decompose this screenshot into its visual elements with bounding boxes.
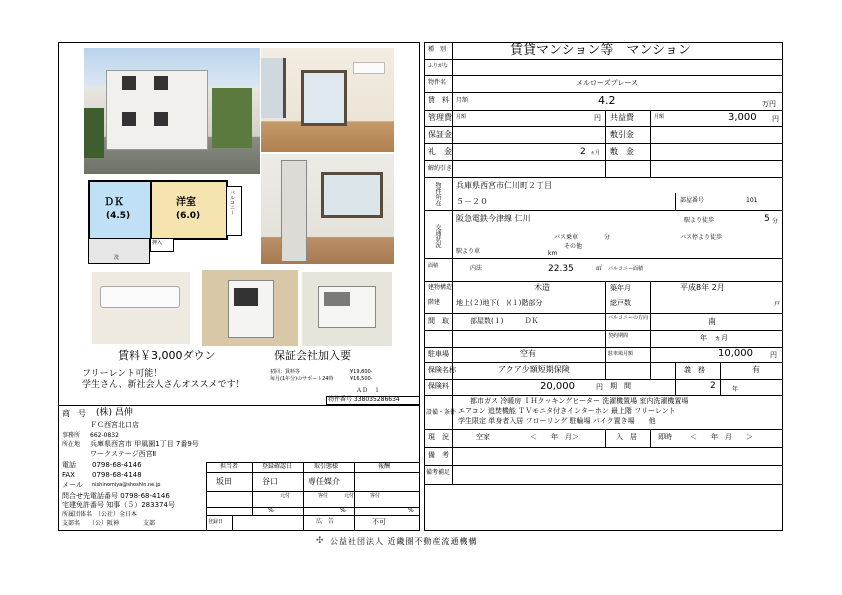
exterior-photo [84, 48, 260, 174]
rent-value: 4.2 [598, 94, 616, 107]
guarantee-small-1: 初回：賃料等 [270, 369, 301, 375]
built-value: 平成8年 2月 [680, 283, 725, 292]
address-line-1: 兵庫県西宮市仁川町２丁目 [456, 181, 552, 190]
fee-pct-3: % [408, 507, 414, 514]
company-association: 所属団体名 （公社）全日本 [62, 511, 138, 518]
insurance-fee: 20,000 [540, 381, 575, 392]
location-label: 物件所在 [434, 182, 441, 206]
km-unit: km [548, 250, 558, 257]
company-fax-label: FAX [62, 471, 75, 479]
common-value: 3,000 [728, 112, 757, 123]
other-label: その他 [564, 243, 583, 250]
area-label: 面積 [428, 263, 439, 269]
staff-date-label: 登録日 [208, 519, 224, 525]
insurance-label: 保険名称 [428, 366, 456, 374]
facilities-line-3: 学生限定 単身者入居 フローリング 駐輪場 バイク置き場 他 [458, 417, 656, 425]
company-office-label: 事務所 [62, 432, 81, 439]
room-no-label: 部屋番号 [680, 197, 705, 204]
station: 阪急電鉄今津線 仁川 [456, 214, 531, 223]
company-postal: 662-0832 [90, 432, 119, 439]
obligation-value: 有 [752, 365, 760, 374]
common-unit: 円 [772, 115, 779, 123]
category-label: 種 別 [428, 46, 447, 53]
rent-label: 賃 料 [428, 96, 449, 104]
direction-value: 南 [708, 317, 716, 326]
kana-label: ふりがな [428, 63, 449, 69]
structure-value: 木造 [534, 283, 550, 292]
plan-yoshitsu-label: 洋室 [176, 197, 196, 208]
plan-balcony-label: バルコニー [229, 190, 235, 215]
parking-label: 駐車場 [428, 350, 449, 358]
period-unit: 年 [732, 386, 739, 393]
walk-label: 駅より徒歩 [684, 217, 715, 224]
balcony-area-label: バルコニー面積 [608, 266, 644, 272]
ad-label: ＡＤ １ [356, 387, 381, 394]
fee-kyakuzuke-1: 客付 [318, 493, 329, 499]
plan-closet-label: 押入 [152, 240, 163, 246]
common-sub: 月額 [654, 114, 665, 120]
walk-value: 5 [764, 214, 770, 224]
deposit-label: 保証金 [428, 130, 452, 139]
contract-label: 契約期間 [608, 333, 629, 339]
company-tel-label: 電話 [62, 461, 76, 469]
room-photo-2 [261, 154, 394, 264]
room-no: 101 [746, 197, 758, 204]
guarantee-small-2: 毎月(1年分)のサポート24時 [270, 376, 334, 382]
parking-unit: 円 [770, 351, 777, 359]
facilities-line-1: 都市ガス 冷暖房 ＩＨクッキングヒーター 洗濯機置場 室内洗濯機置場 [470, 397, 689, 405]
room-photo-1 [261, 48, 394, 152]
insurance-fee-unit: 円 [596, 383, 603, 391]
facilities-line-2: エアコン 追焚機能 ＴＶモニタ付きインターホン 最上階 フリーレント [458, 407, 676, 415]
mgmt-label: 管理費 [428, 113, 452, 122]
fee-kyakuzuke-2: 客付 [370, 493, 381, 499]
company-branch: ＦＣ西宮北口店 [90, 421, 139, 429]
parking-value: 空有 [520, 349, 536, 358]
area-unit: ㎡ [596, 265, 603, 272]
plan-dk-label: ＤＫ [104, 197, 124, 208]
staff-person: 坂田 [216, 477, 232, 486]
staff-header-type: 取引態様 [314, 463, 339, 470]
caption-rent-down: 賃料￥3,000ダウン [118, 349, 216, 362]
from-station-car-label: 駅より車 [456, 248, 481, 255]
bus-min-unit: 分 [604, 234, 611, 241]
obligation-label: 義 務 [684, 366, 705, 374]
status-label: 現 況 [428, 433, 449, 441]
company-inquiry-tel: 問合せ先電話番号 0798-68-4146 [62, 492, 170, 500]
staff-confirm: 谷口 [262, 477, 278, 486]
mgmt-unit: 円 [594, 114, 601, 122]
company-shogo-label: 商 号 [62, 409, 86, 418]
footer-logo-icon: ✣ [316, 536, 324, 546]
staff-deal-type: 専任媒介 [308, 477, 340, 486]
status-value: 空家 [476, 433, 490, 441]
fee-pct-1: % [268, 507, 274, 514]
staff-ad-value: 不可 [372, 518, 386, 526]
insurance-fee-label: 保険料 [428, 382, 449, 390]
insurance-value: アクア少額短期保険 [498, 365, 570, 374]
built-label: 築年月 [610, 284, 631, 292]
units-label: 総戸数 [610, 299, 631, 307]
parking-fee: 10,000 [718, 348, 753, 359]
bus-stop-walk-label: バス停より徒歩 [680, 234, 723, 241]
reikin-label: 礼 金 [428, 147, 452, 156]
control-panel-photo [302, 272, 392, 346]
aircon-photo [92, 272, 190, 344]
rent-unit-label: 月額 [456, 97, 469, 104]
walk-unit: 分 [772, 218, 779, 225]
plan-washer-label: 洗 [114, 255, 120, 261]
rent-unit: 万円 [762, 100, 776, 108]
bus-ride-label: バス乗車 [554, 234, 579, 241]
direction-label: バルコニーの方向 [608, 315, 649, 321]
plan-dk-size: (4.5) [106, 211, 131, 221]
floor-plan [84, 176, 260, 266]
category-value: 賃貸マンション等 マンション [510, 43, 691, 58]
property-number: 物件番号 338035286634 [328, 396, 400, 403]
name-label: 物件名 [428, 79, 447, 86]
parking-fee-label: 駐車場月額 [608, 351, 634, 357]
mgmt-sub: 月額 [456, 114, 467, 120]
company-branch-name: 支部名 （公）阪神 支部 [62, 520, 156, 527]
remarks-supplement-label: 備考補足 [426, 469, 451, 476]
staff-header-fee: 報酬 [378, 463, 391, 470]
floors-value: 地上(２)地下( )(１)階部分 [456, 299, 543, 307]
facilities-label: 設備・条件 [426, 409, 457, 416]
company-mail-label: メール [62, 481, 83, 489]
floors-label: 階建 [428, 299, 441, 306]
company-address-2: ワークステージ西宮Ⅱ [90, 450, 157, 458]
company-mail: nishinomiya@shoshin.ne.jp [92, 482, 161, 488]
kaiyaku-label: 解約引き [428, 165, 453, 172]
period-value: 2 [710, 381, 716, 391]
plan-yoshitsu-size: (6.0) [176, 211, 201, 221]
company-fax: 0798-68-4148 [92, 471, 142, 479]
shiki-label: 敷引金 [610, 130, 634, 139]
company-address-label: 所在地 [62, 441, 81, 448]
common-label: 共益費 [610, 113, 634, 122]
intercom-photo [202, 270, 298, 346]
area-value: 22.35 [548, 264, 574, 274]
move-in-date: ＜ 年 月 ＞ [690, 433, 753, 441]
fee-motozuke-1: 元付 [280, 493, 291, 499]
area-sub: 内法 [470, 265, 483, 272]
staff-header-date: 登録確認日 [262, 463, 293, 470]
fee-pct-2: % [340, 507, 346, 514]
reikin-value: 2 [580, 147, 586, 157]
caption-guarantee: 保証会社加入要 [274, 349, 351, 362]
staff-header-person: 担当者 [220, 463, 239, 470]
transport-label: 交通状況 [434, 224, 441, 248]
move-in-label: 入 居 [616, 433, 637, 441]
staff-ad-label: 広 告 [316, 518, 335, 525]
shikikin-label: 敷 金 [610, 147, 634, 156]
units-unit: 戸 [774, 301, 781, 308]
contract-value: 年 ヵ月 [700, 334, 728, 342]
building-name: メルローズプレース [576, 79, 639, 87]
company-license-no: 宅建免許番号 知事（５）283374号 [62, 501, 175, 509]
structure-label: 建物構造 [428, 284, 453, 291]
free-rent-line2: 学生さん、新社会人さんオススメです！ [82, 380, 245, 390]
move-in-value: 即時 [658, 433, 672, 441]
reikin-unit: ヵ月 [590, 150, 601, 156]
status-date: ＜ 年 月＞ [530, 433, 579, 441]
guarantee-amount-2: ¥16,500- [350, 376, 373, 382]
guarantee-amount-1: ¥19,800- [350, 369, 373, 375]
period-label: 期 間 [610, 382, 631, 390]
fee-motozuke-2: 元付 [344, 493, 355, 499]
company-tel: 0798-68-4146 [92, 461, 142, 469]
footer-organization: 公益社団法人 近畿圏不動産流通機構 [330, 537, 478, 546]
company-name: (株) 昌伸 [96, 408, 133, 418]
layout-value: 部屋数(１) ＤＫ [470, 317, 539, 325]
company-address-1: 兵庫県西宮市 甲風園1丁目 7番9号 [90, 440, 199, 448]
free-rent-line1: フリーレント可能！ [82, 369, 163, 379]
layout-label: 間 取 [428, 317, 449, 325]
address-line-2: ５－２０ [456, 197, 488, 206]
remarks-label: 備 考 [428, 451, 449, 459]
